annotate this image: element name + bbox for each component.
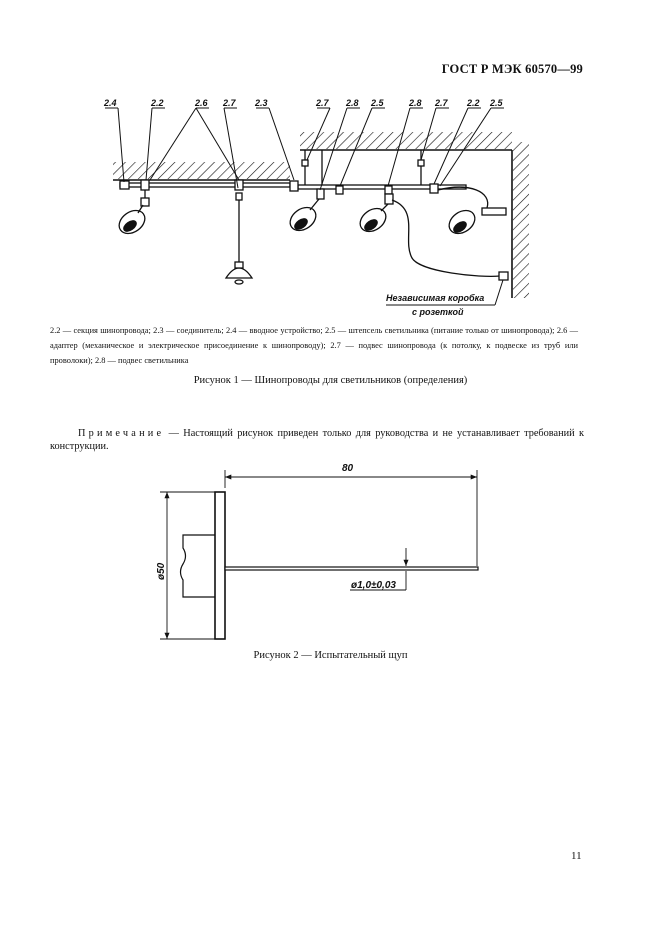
fig1-label-2-7-b: 2.7: [316, 98, 329, 108]
fig1-label-2-5-b: 2.5: [490, 98, 503, 108]
fig1-label-2-8: 2.8: [346, 98, 359, 108]
fig1-label-2-7: 2.7: [223, 98, 236, 108]
fig1-label-2-7-c: 2.7: [435, 98, 448, 108]
fig1-label-2-2-b: 2.2: [467, 98, 480, 108]
fig1-label-2-8-b: 2.8: [409, 98, 422, 108]
fig1-box-label-line2: с розеткой: [412, 307, 464, 317]
document-header: ГОСТ Р МЭК 60570—99: [441, 62, 583, 76]
figure1-caption: Рисунок 1 — Шинопроводы для светильников (определения): [193, 375, 468, 386]
fig1-label-2-2: 2.2: [151, 98, 164, 108]
figure1-legend: 2.2 — секция шинопровода; 2.3 — соединитель; 2.4 — вводное устройство; 2.5 — штепсель светильника (питание только от шинопровода); 2.6 — адаптер (механическое и электрическое присоединение к шинопроводу); 2.7 — подвес шинопровода (к потолку, к подвеске из труб или проволоки); 2.8 — подвес светильника: [50, 326, 578, 365]
fig1-box-label-line1: Независимая коробка: [386, 293, 485, 303]
probe-disc: [215, 492, 225, 639]
page-number: 11: [571, 850, 582, 862]
dim-rod: ø1,0±0,03: [351, 580, 396, 591]
figure2-caption: Рисунок 2 — Испытательный щуп: [253, 650, 408, 661]
fig1-label-2-3: 2.3: [255, 98, 268, 108]
dim-diameter: ø50: [156, 562, 167, 580]
fig1-label-2-6: 2.6: [195, 98, 208, 108]
note-text: — Настоящий рисунок приведен только для руководства и не устанавливает требований к конструкции.: [50, 428, 584, 452]
probe-rod: [225, 567, 478, 570]
fig1-label-2-5: 2.5: [371, 98, 384, 108]
fig1-label-2-4: 2.4: [104, 98, 117, 108]
dim-length: 80: [342, 463, 354, 474]
note-lead: Примечание: [78, 428, 165, 439]
